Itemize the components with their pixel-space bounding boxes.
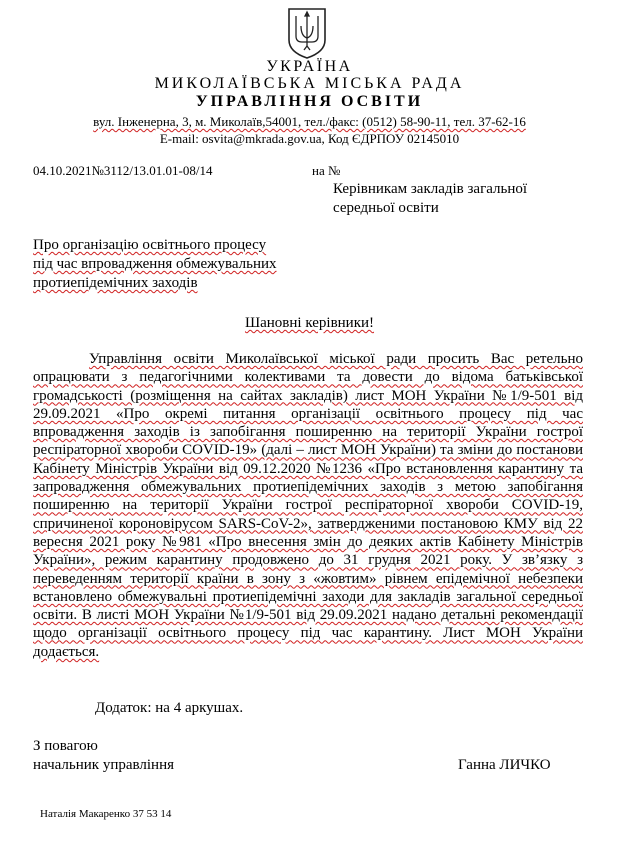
letterhead-country: УКРАЇНА bbox=[266, 58, 353, 75]
subject-line-3: протиепідемічних заходів bbox=[33, 275, 198, 291]
greeting: Шановні керівники! bbox=[244, 315, 375, 331]
letterhead-council: МИКОЛАЇВСЬКА МІСЬКА РАДА bbox=[154, 75, 465, 92]
signer-position: начальник управління bbox=[33, 757, 175, 773]
in-reply-to: на № bbox=[312, 163, 341, 178]
addressee-line-1: Керівникам закладів загальної bbox=[333, 181, 528, 197]
letterhead-department: УПРАВЛІННЯ ОСВІТИ bbox=[195, 93, 424, 110]
trident-coat-of-arms-icon bbox=[285, 6, 329, 60]
letterhead-email: E-mail: osvita@mkrada.gov.ua, Код ЄДРПОУ 02145010 bbox=[159, 131, 460, 146]
executor-contact: Наталія Макаренко 37 53 14 bbox=[40, 808, 172, 820]
letter-body-text: Управління освіти Миколаївської міської ради просить Вас ретельно опрацювати з педагогічними колективами та довести до відома батьківської громадськості (розміщення на сайтах закладів) лист МОН України №1/9-501 від 29.09.2021 «Про окремі питання організації освітнього процесу під час впровадження заходів із запобігання поширенню на території України гострої респіраторної хвороби COVID-19» (далі – лист МОН України) та зміни до постанови Кабінету Міністрів України від 09.12.2020 №1236 «Про встановлення карантину та запровадження обмежувальних протиепідемічних заходів з метою запобігання поширенню на території України гострої респіраторної хвороби COVID-19, спричиненої короновірусом SARS-CoV-2», затвердженими постановою КМУ від 22 вересня 2021 року №981 «Про внесення змін до деяких актів Кабінету Міністрів України», режим карантину продовжено до 31 грудня 2021 року. У зв’язку з переведенням території країни в зону з «жовтим» рівнем епідемічної небезпеки встановлено обмежувальні протиепідемічні заходи для закладів загальної середньої освіти. В листі МОН України №1/9-501 від 29.09.2021 надано детальні рекомендації щодо організації освітнього процесу під час карантину. Лист МОН України додається. bbox=[33, 351, 583, 660]
subject-line-1: Про організацію освітнього процесу bbox=[33, 237, 267, 253]
subject-line-2: під час впровадження обмежувальних bbox=[33, 256, 277, 272]
address-text: вул. Інженерна, 3, м. Миколаїв,54001, тел./факс: (0512) 58-90-11, тел. 37-62-16 bbox=[93, 114, 526, 129]
closing-regards: З повагою bbox=[33, 738, 98, 754]
letterhead-address bbox=[0, 114, 619, 130]
registration-number: 04.10.2021№3112/13.01.01-08/14 bbox=[33, 163, 213, 178]
addressee-line-2: середньої освіти bbox=[333, 200, 439, 216]
signer-name: Ганна ЛИЧКО bbox=[458, 757, 551, 773]
annex-note: Додаток: на 4 аркушах. bbox=[95, 700, 244, 716]
letter-body bbox=[33, 350, 583, 661]
